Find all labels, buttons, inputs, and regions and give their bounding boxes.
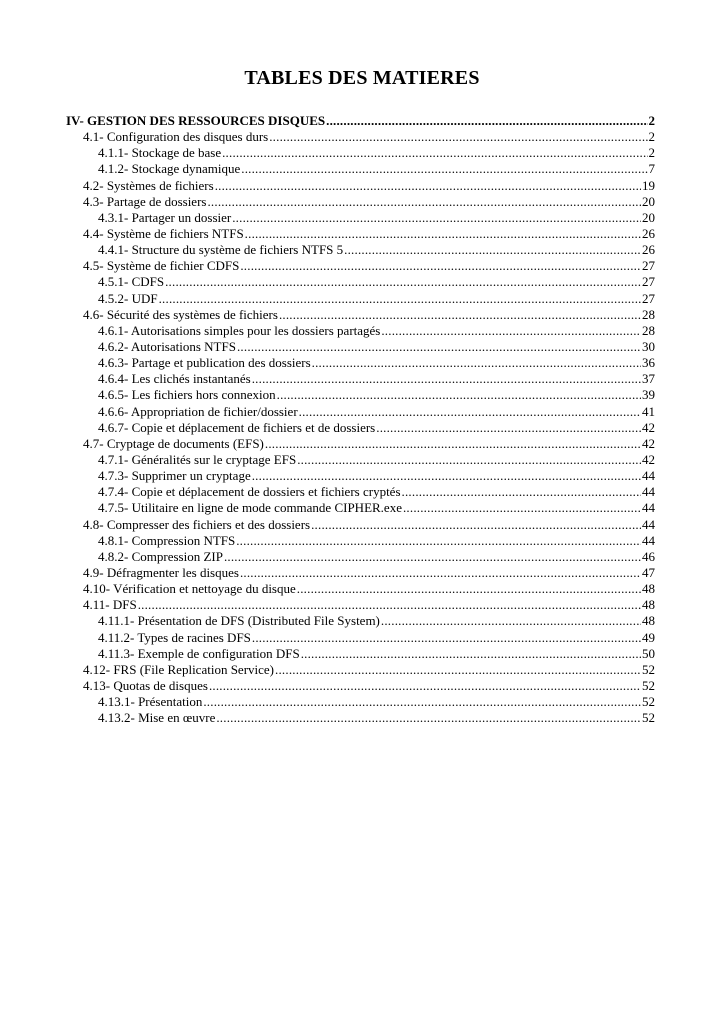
toc-entry-page-number: 44 [642,500,655,516]
toc-entry-label: 4.11- DFS [83,597,137,613]
toc-dot-leader [159,291,641,307]
toc-entry[interactable] [66,291,655,307]
toc-entry-page-number: 2 [648,145,655,161]
toc-entry-page-number: 27 [642,258,655,274]
toc-entry-label: 4.1.2- Stockage dynamique [98,161,241,177]
toc-entry[interactable] [66,694,655,710]
toc-entry-page-number: 2 [648,129,655,145]
toc-entry-label: 4.5.1- CDFS [98,274,165,290]
toc-dot-leader [299,404,641,420]
toc-entry[interactable] [66,517,655,533]
toc-entry-label: 4.6.4- Les clichés instantanés [98,371,251,387]
toc-dot-leader [252,630,641,646]
toc-entry-label: 4.13- Quotas de disques [83,677,208,693]
toc-entry[interactable] [66,678,655,694]
toc-entry-label: 4.5- Système de fichier CDFS [83,258,240,274]
toc-entry-page-number: 44 [642,484,655,500]
toc-entry[interactable] [66,242,655,258]
toc-entry-label: 4.9- Défragmenter les disques [83,564,239,580]
toc-entry[interactable] [66,129,655,145]
toc-entry[interactable] [66,339,655,355]
toc-dot-leader [138,597,641,613]
toc-entry-label: 4.6.3- Partage et publication des dossiers [98,355,311,371]
toc-entry-page-number: 36 [642,355,655,371]
toc-entry[interactable] [66,710,655,726]
toc-entry-page-number: 26 [642,242,655,258]
toc-entry[interactable] [66,355,655,371]
toc-entry-page-number: 39 [642,387,655,403]
toc-entry-page-number: 52 [642,661,655,677]
toc-entry-label: 4.8.2- Compression ZIP [98,548,223,564]
toc-dot-leader [381,323,641,339]
toc-entry-page-number: 28 [642,306,655,322]
toc-entry-label: IV- GESTION DES RESSOURCES DISQUES [66,113,326,128]
toc-entry-label: 4.7.1- Généralités sur le cryptage EFS [98,451,297,467]
toc-dot-leader [232,210,641,226]
toc-entry-label: 4.11.3- Exemple de configuration DFS [98,645,300,661]
toc-entry[interactable] [66,113,655,129]
toc-entry-page-number: 47 [642,564,655,580]
toc-entry-label: 4.6.2- Autorisations NTFS [98,338,236,354]
toc-dot-leader [326,113,647,129]
toc-entry-page-number: 19 [642,177,655,193]
toc-entry-page-number: 30 [642,338,655,354]
toc-entry-page-number: 42 [642,419,655,435]
toc-dot-leader [376,420,641,436]
toc-entry[interactable] [66,387,655,403]
toc-entry-page-number: 7 [648,161,655,177]
toc-entry-page-number: 48 [642,613,655,629]
toc-entry[interactable] [66,565,655,581]
toc-dot-leader [224,549,641,565]
toc-dot-leader [252,468,641,484]
toc-dot-leader [203,694,641,710]
toc-entry[interactable] [66,581,655,597]
toc-dot-leader [207,194,641,210]
toc-entry-page-number: 52 [642,677,655,693]
toc-entry-label: 4.1- Configuration des disques durs [83,129,269,145]
toc-entry-label: 4.11.2- Types de racines DFS [98,629,251,645]
toc-entry-label: 4.6.6- Appropriation de fichier/dossier [98,403,298,419]
toc-entry-label: 4.7.4- Copie et déplacement de dossiers et fichiers cryptés [98,484,401,500]
toc-entry-label: 4.5.2- UDF [98,290,158,306]
toc-entry-page-number: 48 [642,597,655,613]
toc-entry[interactable] [66,210,655,226]
toc-entry[interactable] [66,404,655,420]
toc-entry-label: 4.4.1- Structure du système de fichiers NTFS 5 [98,242,344,258]
toc-entry-label: 4.6.1- Autorisations simples pour les dossiers partagés [98,322,381,338]
toc-entry[interactable] [66,161,655,177]
toc-entry[interactable] [66,436,655,452]
toc-dot-leader [215,178,641,194]
toc-entry-page-number: 20 [642,209,655,225]
page-title: TABLES DES MATIERES [244,67,480,89]
toc-entry-label: 4.13.1- Présentation [98,694,203,710]
toc-entry-label: 4.8- Compresser des fichiers et des dossiers [83,516,311,532]
toc-entry-label: 4.6- Sécurité des systèmes de fichiers [83,306,278,322]
toc-entry[interactable] [66,452,655,468]
toc-entry-label: 4.4- Système de fichiers NTFS [83,225,244,241]
toc-entry-label: 4.10- Vérification et nettoyage du disque [83,581,296,597]
toc-dot-leader [275,662,641,678]
toc-entry[interactable] [66,613,655,629]
toc-dot-leader [245,226,641,242]
toc-entry-label: 4.7.3- Supprimer un cryptage [98,468,251,484]
toc-entry[interactable] [66,258,655,274]
toc-dot-leader [236,533,641,549]
toc-entry-page-number: 2 [648,113,655,128]
toc-entry-page-number: 28 [642,322,655,338]
toc-dot-leader [381,613,641,629]
toc-entry[interactable] [66,533,655,549]
toc-entry-page-number: 46 [642,548,655,564]
toc-entry-page-number: 42 [642,451,655,467]
toc-dot-leader [312,355,641,371]
toc-entry-page-number: 44 [642,516,655,532]
toc-entry[interactable] [66,371,655,387]
toc-entry[interactable] [66,145,655,161]
toc-dot-leader [252,371,641,387]
toc-dot-leader [403,500,641,516]
toc-entry-page-number: 27 [642,290,655,306]
toc-entry-label: 4.8.1- Compression NTFS [98,532,236,548]
toc-dot-leader [277,387,641,403]
toc-entry[interactable] [66,549,655,565]
toc-dot-leader [165,274,641,290]
toc-dot-leader [265,436,641,452]
toc-dot-leader [240,258,641,274]
toc-entry-label: 4.6.7- Copie et déplacement de fichiers et de dossiers [98,419,376,435]
toc-entry[interactable] [66,323,655,339]
toc-dot-leader [402,484,641,500]
toc-entry-page-number: 41 [642,403,655,419]
toc-entry[interactable] [66,662,655,678]
toc-entry-label: 4.2- Systèmes de fichiers [83,177,214,193]
toc-dot-leader [209,678,641,694]
toc-entry-page-number: 50 [642,645,655,661]
toc-entry-label: 4.3.1- Partager un dossier [98,209,232,225]
toc-entry-page-number: 52 [642,710,655,726]
toc-entry-page-number: 20 [642,193,655,209]
toc-dot-leader [241,161,647,177]
toc-entry-label: 4.12- FRS (File Replication Service) [83,661,275,677]
toc-entry[interactable] [66,226,655,242]
toc-dot-leader [297,581,641,597]
toc-dot-leader [297,452,641,468]
toc-dot-leader [237,339,641,355]
toc-entry-label: 4.7- Cryptage de documents (EFS) [83,435,264,451]
toc-entry-page-number: 27 [642,274,655,290]
toc-entry-page-number: 26 [642,225,655,241]
toc-entry[interactable] [66,500,655,516]
toc-entry-label: 4.6.5- Les fichiers hors connexion [98,387,276,403]
toc-entry-label: 4.13.2- Mise en œuvre [98,710,216,726]
toc-entry[interactable] [66,630,655,646]
toc-dot-leader [240,565,641,581]
toc-entry-page-number: 42 [642,435,655,451]
toc-entry[interactable] [66,597,655,613]
toc-entry[interactable] [66,468,655,484]
toc-entry-page-number: 37 [642,371,655,387]
toc-entry[interactable] [66,178,655,194]
toc-dot-leader [344,242,641,258]
toc-dot-leader [269,129,647,145]
toc-entry-page-number: 48 [642,581,655,597]
toc-entry-label: 4.3- Partage de dossiers [83,193,207,209]
toc-entry[interactable] [66,420,655,436]
toc-entry-label: 4.11.1- Présentation de DFS (Distributed File System) [98,613,380,629]
toc-entry-page-number: 49 [642,629,655,645]
toc-entry[interactable] [66,274,655,290]
toc-entry[interactable] [66,194,655,210]
toc-entry[interactable] [66,307,655,323]
table-of-contents [66,113,655,726]
toc-entry-page-number: 44 [642,468,655,484]
toc-dot-leader [216,710,641,726]
toc-entry-label: 4.1.1- Stockage de base [98,145,222,161]
toc-dot-leader [311,517,641,533]
toc-entry[interactable] [66,646,655,662]
toc-entry[interactable] [66,484,655,500]
toc-entry-label: 4.7.5- Utilitaire en ligne de mode commande CIPHER.exe [98,500,402,516]
toc-dot-leader [301,646,641,662]
toc-dot-leader [222,145,647,161]
toc-dot-leader [279,307,641,323]
toc-entry-page-number: 44 [642,532,655,548]
toc-entry-page-number: 52 [642,694,655,710]
